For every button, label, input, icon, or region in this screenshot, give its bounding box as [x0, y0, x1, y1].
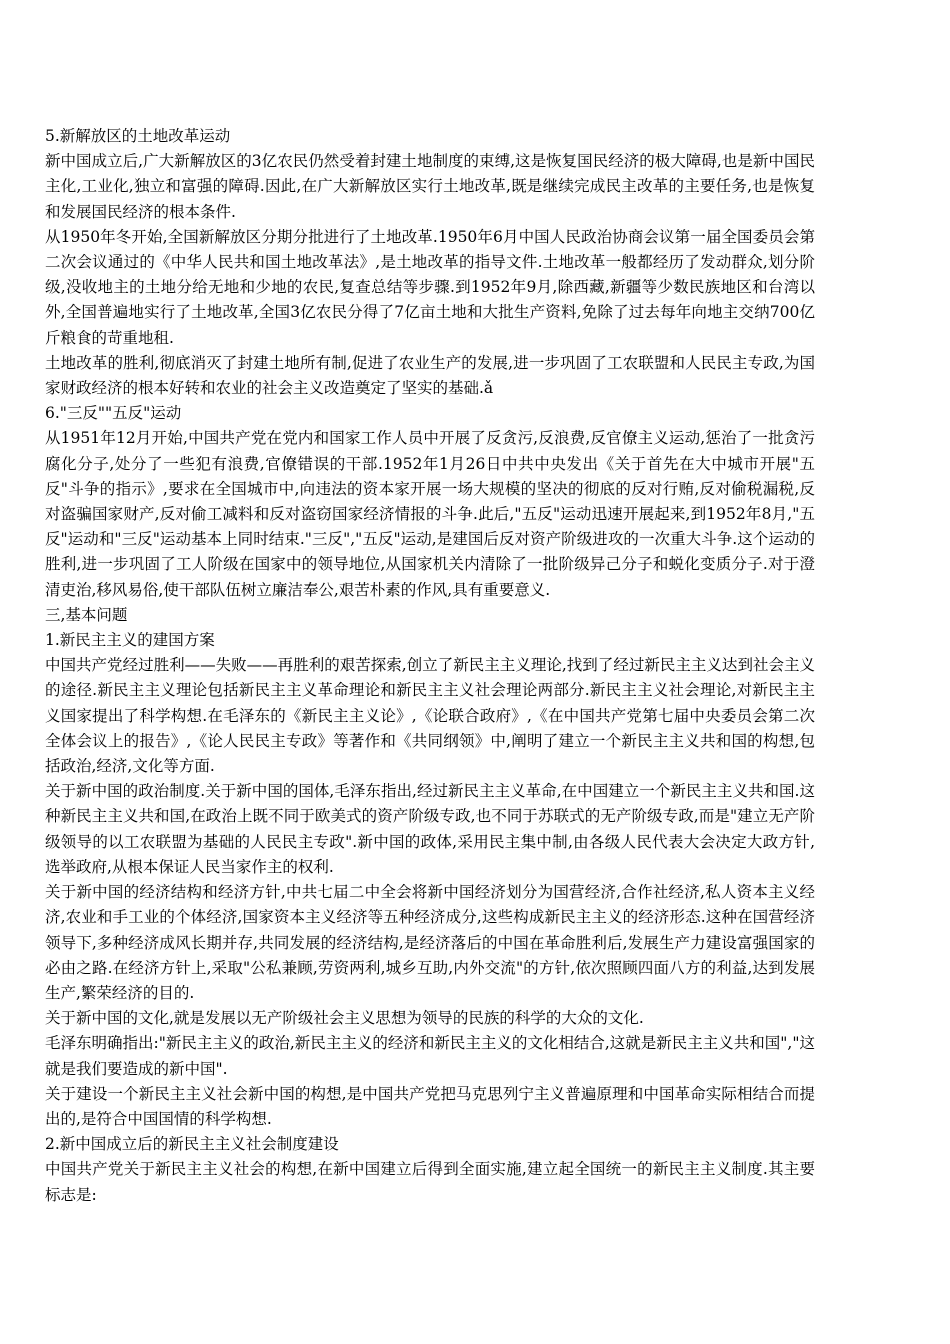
- paragraph: 关于新中国的经济结构和经济方针,中共七届二中全会将新中国经济划分为国营经济,合作社经济,私人资本主义经济,农业和手工业的个体经济,国家资本主义经济等五种经济成分,这些构成新民主主义的经济形态.这种在国营经济领导下,多种经济成风长期并存,共同发展的经济结构,是经济落后的中国在革命胜利后,发展生产力建设富强国家的必由之路.在经济方针上,采取"公私兼顾,劳资两利,城乡互助,内外交流"的方针,依次照顾四面八方的利益,达到发展生产,繁荣经济的目的.: [45, 883, 815, 1002]
- paragraph: 土地改革的胜利,彻底消灭了封建土地所有制,促进了农业生产的发展,进一步巩固了工农联盟和人民民主专政,为国家财政经济的根本好转和农业的社会主义改造奠定了坚实的基础.ǎ: [45, 353, 815, 398]
- paragraph: 从1950年冬开始,全国新解放区分期分批进行了土地改革.1950年6月中国人民政治协商会议第一届全国委员会第二次会议通过的《中华人民共和国土地改革法》,是土地改革的指导文件.土地改革一般都经历了发动群众,划分阶级,没收地主的土地分给无地和少地的农民,复查总结等步骤.到1952年9月,除西藏,新疆等少数民族地区和台湾以外,全国普遍地实行了土地改革,全国3亿农民分得了7亿亩土地和大批生产资料,免除了过去每年向地主交纳700亿斤粮食的苛重地租.: [45, 227, 815, 347]
- paragraph: 中国共产党经过胜利——失败——再胜利的艰苦探索,创立了新民主主义理论,找到了经过新民主主义达到社会主义的途径.新民主主义理论包括新民主主义革命理论和新民主主义社会理论两部分.新民主主义社会理论,对新民主主义国家提出了科学构想.在毛泽东的《新民主主义论》,《论联合政府》,《在中国共产党第七届中央委员会第二次全体会议上的报告》,《论人民民主专政》等著作和《共同纲领》中,阐明了建立一个新民主主义共和国的构想,包括政治,经济,文化等方面.: [45, 656, 815, 776]
- paragraph: 中国共产党关于新民主主义社会的构想,在新中国建立后得到全面实施,建立起全国统一的新民主主义制度.其主要标志是:: [45, 1160, 815, 1204]
- paragraph: 关于新中国的政治制度.关于新中国的国体,毛泽东指出,经过新民主主义革命,在中国建立一个新民主主义共和国.这种新民主主义共和国,在政治上既不同于欧美式的资产阶级专政,也不同于苏联式的无产阶级专政,而是"建立无产阶级领导的以工农联盟为基础的人民民主专政".新中国的政体,采用民主集中制,由各级人民代表大会决定大政方针,选举政府,从根本保证人民当家作主的权利.: [45, 782, 815, 876]
- paragraph: 毛泽东明确指出:"新民主主义的政治,新民主主义的经济和新民主主义的文化相结合,这就是新民主主义共和国","这就是我们要造成的新中国".: [45, 1034, 815, 1078]
- paragraph: 关于新中国的文化,就是发展以无产阶级社会主义思想为领导的民族的科学的大众的文化.: [45, 1009, 644, 1028]
- subsection-heading-system-building: 2.新中国成立后的新民主主义社会制度建设: [45, 1135, 339, 1154]
- section-heading-three-five-anti: 6."三反""五反"运动: [45, 404, 182, 423]
- section-heading-basic-issues: 三,基本问题: [45, 605, 128, 624]
- paragraph: 新中国成立后,广大新解放区的3亿农民仍然受着封建土地制度的束缚,这是恢复国民经济的极大障碍,也是新中国民主化,工业化,独立和富强的障碍.因此,在广大新解放区实行土地改革,既是继续完成民主改革的主要任务,也是恢复和发展国民经济的根本条件.: [45, 152, 815, 221]
- paragraph: 从1951年12月开始,中国共产党在党内和国家工作人员中开展了反贪污,反浪费,反官僚主义运动,惩治了一批贪污腐化分子,处分了一些犯有浪费,官僚错误的干部.1952年1月26日中共中央发出《关于首先在大中城市开展"五反"斗争的指示》,要求在全国城市中,向违法的资本家开展一场大规模的坚决的彻底的反对行贿,反对偷税漏税,反对盗骗国家财产,反对偷工减料和反对盗窃国家经济情报的斗争.此后,"五反"运动迅速开展起来,到1952年8月,"五反"运动和"三反"运动基本上同时结束."三反","五反"运动,是建国后反对资产阶级进攻的一次重大斗争.这个运动的胜利,进一步巩固了工人阶级在国家中的领导地位,从国家机关内清除了一批阶级异己分子和蜕化变质分子.对于澄清吏治,移风易俗,使干部队伍树立廉洁奉公,艰苦朴素的作风,具有重要意义.: [45, 429, 815, 599]
- document-body: [45, 124, 815, 1208]
- paragraph: 关于建设一个新民主主义社会新中国的构想,是中国共产党把马克思列宁主义普遍原理和中国革命实际相结合而提出的,是符合中国国情的科学构想.: [45, 1084, 815, 1128]
- subsection-heading-founding-plan: 1.新民主主义的建国方案: [45, 631, 215, 650]
- section-heading-land-reform: 5.新解放区的土地改革运动: [45, 127, 231, 145]
